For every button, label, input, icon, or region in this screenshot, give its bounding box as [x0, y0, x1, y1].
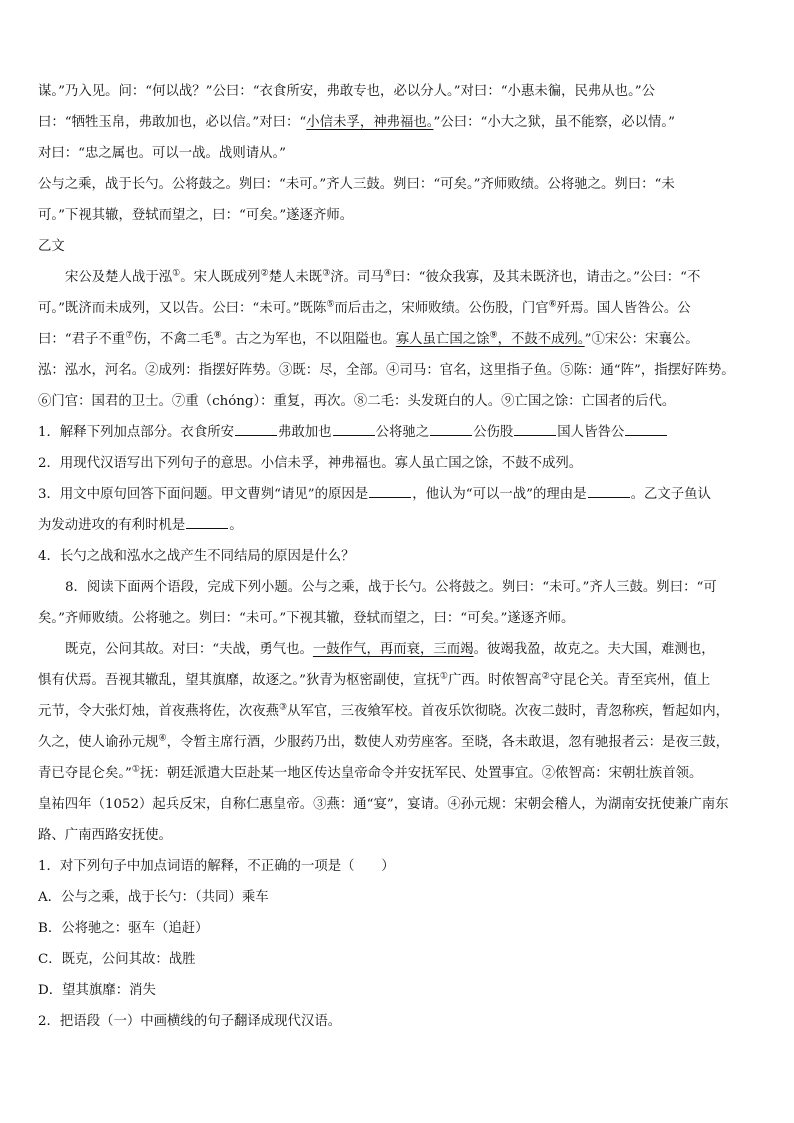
footnote-marker: ⑨	[489, 330, 498, 341]
text-span: 曰：“君子不重	[38, 332, 126, 347]
text-span: 广西。时侬智高	[447, 673, 542, 688]
text-span: 可。”既济而未成列，又以告。公曰：“未可。”既陈	[38, 301, 327, 316]
text-span: 青已夺昆仑矣。”	[38, 766, 132, 781]
text-span: 。彼竭我盈，故克之。夫大国，难测也，	[473, 642, 715, 657]
text-span: 而后击之，宋师败绩。公伤股，门官	[334, 301, 549, 316]
text-span: 。乙文子鱼认	[630, 487, 711, 502]
footnote-marker: ①	[439, 671, 448, 682]
question-8-intro: 8．阅读下面两个语段，完成下列小题。公与之乘，战于长勺。公将鼓之。刿曰：“未可。”齐人三鼓。刿曰：“可	[65, 580, 717, 595]
text-line	[38, 107, 760, 138]
text-span: 惧有伏焉。吾视其辙乱，望其旗靡，故逐之。”狄青为枢密副使，宣抚	[38, 673, 440, 688]
footnote-marker: ⑤	[326, 299, 335, 310]
text-line: 皇祐四年（1052）起兵反宋，自称仁惠皇帝。③燕：通“宴”，宴请。④孙元规：宋朝会稽人，为湖南安抚使兼广南东	[38, 797, 729, 812]
footnote-marker: ②	[260, 268, 269, 279]
text-line	[38, 293, 760, 324]
text-span: 守昆仑关。青至宾州，值上	[549, 673, 711, 688]
option-c[interactable]: C．既克，公问其故：战胜	[38, 952, 196, 967]
text-line	[38, 696, 760, 727]
text-line: 矣。”齐师败绩。公将驰之。刿曰：“未可。”下视其辙，登轼而望之，曰：“可矣。”遂逐齐师。	[38, 611, 575, 626]
text-line	[38, 634, 760, 665]
answer-blank[interactable]	[514, 423, 556, 436]
text-span: ，他认为“可以一战”的理由是	[412, 487, 587, 502]
footnote-marker: ③	[322, 268, 331, 279]
text-span: 公伤股	[473, 425, 514, 440]
text-span: 宋公及楚人战于泓	[65, 270, 173, 285]
answer-blank[interactable]	[235, 423, 277, 436]
text-span: 3．用文中原句回答下面问题。甲文曹刿“请见”的原因是	[38, 487, 369, 502]
text-line: ⑥门官：国君的卫士。⑦重（chóng）：重复，再次。⑧二毛：头发斑白的人。⑨亡国之馀：亡国者的后代。	[38, 394, 676, 409]
text-span: 为发动进攻的有利时机是	[38, 518, 186, 533]
answer-blank[interactable]	[369, 485, 411, 498]
text-span: ”公曰：“小大之狱，虽不能察，必以情。”	[433, 115, 675, 130]
underlined-sentence: 小信未孚，神弗福也。	[306, 115, 434, 130]
question-8-1: 1．对下列句子中加点词语的解释，不正确的一项是（ ）	[38, 859, 395, 874]
option-b[interactable]: B．公将驰之：驱车（追赶）	[38, 921, 209, 936]
footnote-marker: ⑥	[548, 299, 557, 310]
footnote-marker: ①	[172, 268, 181, 279]
text-span: 楚人未既	[268, 270, 323, 285]
text-span: 1．解释下列加点部分。衣食所安	[38, 425, 234, 440]
text-span: 元节，令大张灯烛，首夜燕将佐，次夜燕	[38, 704, 280, 719]
text-span: 既克，公问其故。对曰：“夫战，勇气也。	[65, 642, 313, 657]
text-span: 伤，不禽二毛	[133, 332, 214, 347]
text-span: ”①宋公：宋襄公。	[584, 332, 699, 347]
text-line: 泓：泓水，河名。②成列：指摆好阵势。③既：尽，全部。④司马：官名，这里指子鱼。⑤陈：通“阵”，指摆好阵势。	[38, 363, 735, 378]
answer-blank[interactable]	[186, 516, 228, 529]
text-span: 抚：朝廷派遣大臣赴某一地区传达皇帝命令并安抚军民、处置事宜。②侬智高：宋朝壮族首领。	[139, 766, 703, 781]
text-span: 曰：“牺牲玉帛，弗敢加也，必以信。”对曰：“	[38, 115, 307, 130]
question-2: 2．用现代汉语写出下列句子的意思。小信未孚，神弗福也。寡人虽亡国之馀，不鼓不成列。	[38, 456, 583, 471]
text-span: ，不鼓不成列。	[497, 332, 585, 347]
text-span: 济。司马	[330, 270, 384, 285]
text-span: 弗敢加也	[278, 425, 332, 440]
text-line	[38, 262, 760, 293]
answer-blank[interactable]	[333, 423, 375, 436]
text-line: 谋。”乃入见。问：“何以战？”公曰：“衣食所安，弗敢专也，必以分人。”对曰：“小惠未徧，民弗从也。”公	[38, 84, 656, 99]
question-4: 4．长勺之战和泓水之战产生不同结局的原因是什么？	[38, 549, 355, 564]
footnote-marker: ②	[541, 671, 550, 682]
underlined-sentence	[396, 332, 585, 347]
text-line	[38, 324, 760, 355]
answer-blank[interactable]	[625, 423, 667, 436]
text-span: 国人皆咎公	[557, 425, 625, 440]
footnote-marker: ⑧	[213, 330, 222, 341]
option-a[interactable]: A．公与之乘，战于长勺：（共同）乘车	[38, 890, 269, 905]
footnote-marker: ⑦	[125, 330, 134, 341]
question-1	[38, 417, 760, 448]
question-3-cont	[38, 510, 760, 541]
text-line: 可。”下视其辙，登轼而望之，曰：“可矣。”遂逐齐师。	[38, 208, 354, 223]
text-span: 寡人虽亡国之馀	[395, 332, 490, 347]
text-span: 久之，使人谕孙元规	[38, 735, 159, 750]
text-span: 公将驰之	[375, 425, 430, 440]
option-d[interactable]: D．望其旗靡：消失	[38, 983, 156, 998]
footnote-marker: ④	[383, 268, 392, 279]
text-line	[38, 665, 760, 696]
text-span: 从军官，三夜飨军校。首夜乐饮彻晓。次夜二鼓时，青忽称疾，暂起如内，	[287, 704, 729, 719]
text-line: 对曰：“忠之属也。可以一战。战则请从。”	[38, 146, 287, 161]
answer-blank[interactable]	[430, 423, 472, 436]
section-heading: 乙文	[38, 239, 65, 254]
document-body	[38, 76, 760, 1037]
question-3	[38, 479, 760, 510]
text-line	[38, 727, 760, 758]
text-span: 歼焉。国人皆咎公。公	[556, 301, 691, 316]
text-span: 。古之为军也，不以阻隘也。	[221, 332, 396, 347]
underlined-sentence: 一鼓作气，再而衰，三而竭	[312, 642, 474, 657]
text-span: ，令暂主席行酒，少服药乃出，数使人劝劳座客。至晓，各未敢退，忽有驰报者云：是夜三鼓，	[166, 735, 729, 750]
text-line	[38, 758, 760, 789]
footnote-marker: ③	[279, 702, 288, 713]
footnote-marker: ④	[158, 733, 167, 744]
question-8-2: 2．把语段（一）中画横线的句子翻译成现代汉语。	[38, 1014, 342, 1029]
text-span: 。宋人既成列	[180, 270, 261, 285]
text-line: 路、广南西路安抚使。	[38, 828, 172, 843]
text-span: 曰：“彼众我寡，及其未既济也，请击之。”公曰：“不	[391, 270, 701, 285]
text-span: 。	[229, 518, 243, 533]
text-line: 公与之乘，战于长勺。公将鼓之。刿曰：“未可。”齐人三鼓。刿曰：“可矣。”齐师败绩。公将驰之。刿曰：“未	[38, 177, 675, 192]
footnote-marker: ①	[131, 764, 140, 775]
answer-blank[interactable]	[588, 485, 630, 498]
